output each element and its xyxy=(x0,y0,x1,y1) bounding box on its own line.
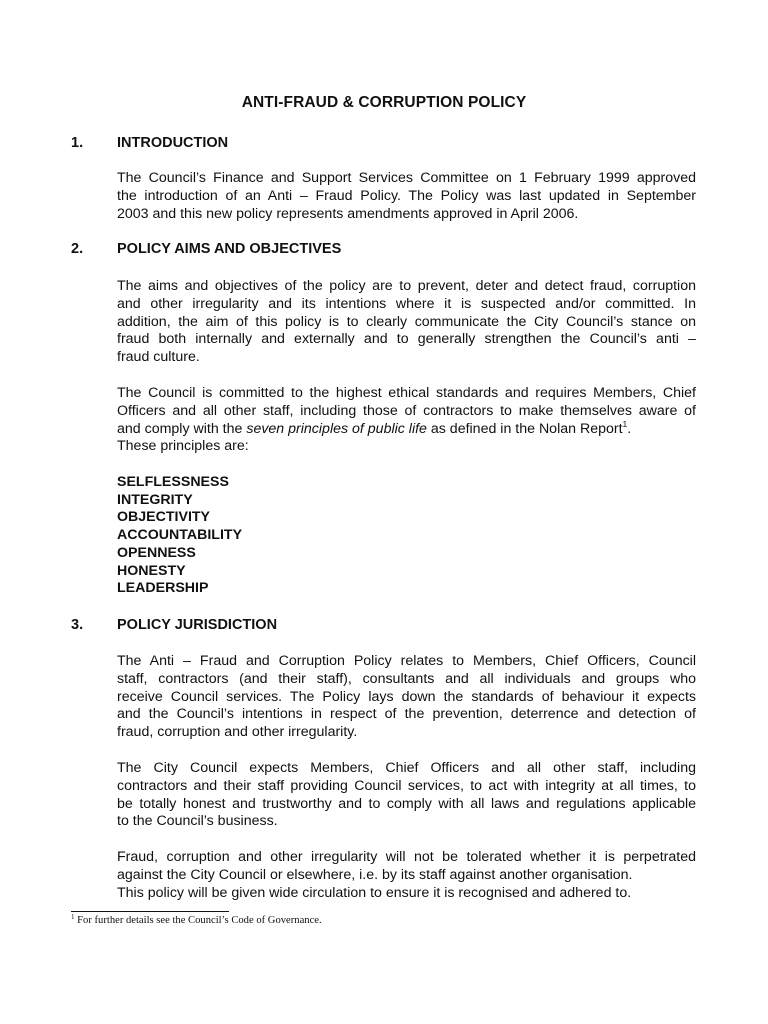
paragraph-line: fraud both internally and externally and to generally strengthen the Council’s anti – xyxy=(117,331,696,348)
paragraph-line: The Council is committed to the highest ethical standards and requires Members, Chief xyxy=(117,385,696,401)
paragraph-line: fraud, corruption and other irregularity. xyxy=(117,724,358,741)
paragraph-line: and the Council’s intentions in respect of the prevention, deterrence and detection of xyxy=(117,706,696,723)
line-text: and comply with the xyxy=(117,420,247,437)
section-number: 3. xyxy=(71,617,84,633)
section-number: 1. xyxy=(71,135,84,151)
paragraph-line: The Anti – Fraud and Corruption Policy relates to Members, Chief Officers, Council xyxy=(117,653,696,669)
paragraph-line: These principles are: xyxy=(117,438,249,455)
paragraph-line: fraud culture. xyxy=(117,349,200,366)
seven-principles-emphasis: seven principles of public life xyxy=(246,420,427,437)
principle-item: LEADERSHIP xyxy=(117,580,209,597)
principle-item: OPENNESS xyxy=(117,544,196,561)
paragraph-line: and other irregularity and its intentions where it is suspected and/or committed. In xyxy=(117,295,696,312)
paragraph-line: Fraud, corruption and other irregularity will not be tolerated whether it is perpetrated xyxy=(117,849,696,865)
footnote-marker: 1 xyxy=(71,913,75,921)
section-number: 2. xyxy=(71,241,84,257)
footnote-divider xyxy=(71,911,229,912)
principle-item: SELFLESSNESS xyxy=(117,474,229,490)
tolerance-paragraph xyxy=(117,849,696,902)
section-heading-introduction xyxy=(71,135,228,151)
section-title: POLICY JURISDICTION xyxy=(117,617,278,633)
footnote-text: For further details see the Council’s Code of Governance. xyxy=(77,915,322,926)
line-text: . xyxy=(627,420,632,437)
paragraph-line: the introduction of an Anti – Fraud Policy. The Policy was last updated in September xyxy=(117,187,696,204)
paragraph-line: The Council’s Finance and Support Services Committee on 1 February 1999 approved xyxy=(117,170,696,186)
aims-paragraph xyxy=(117,278,696,367)
paragraph-line: The aims and objectives of the policy are to prevent, deter and detect fraud, corruption xyxy=(117,278,696,294)
paragraph-line: Officers and all other staff, including those of contractors to make themselves aware of xyxy=(117,402,696,419)
paragraph-line: staff, contractors (and their staff), consultants and all individuals and groups who xyxy=(117,670,696,687)
paragraph-line: 2003 and this new policy represents amendments approved in April 2006. xyxy=(117,205,579,222)
section-title: INTRODUCTION xyxy=(117,135,229,151)
line-text: as defined in the Nolan Report xyxy=(426,420,623,437)
paragraph-line: This policy will be given wide circulation to ensure it is recognised and adhered to. xyxy=(117,884,632,901)
paragraph-line: against the City Council or elsewhere, i.e. by its staff against another organisation. xyxy=(117,866,633,883)
principle-item: INTEGRITY xyxy=(117,491,193,508)
paragraph-line: to the Council’s business. xyxy=(117,813,278,830)
principle-item: HONESTY xyxy=(117,562,186,579)
paragraph-line: be totally honest and trustworthy and to comply with all laws and regulations applicable xyxy=(117,795,696,812)
principle-item: ACCOUNTABILITY xyxy=(117,527,243,544)
paragraph-line xyxy=(117,418,696,439)
section-heading-jurisdiction xyxy=(71,617,277,633)
introduction-paragraph xyxy=(117,170,696,223)
paragraph-line: addition, the aim of this policy is to clearly communicate the City Council’s stance on xyxy=(117,313,696,330)
ethics-paragraph xyxy=(117,385,696,456)
jurisdiction-paragraph xyxy=(117,653,696,742)
document-title: ANTI-FRAUD & CORRUPTION POLICY xyxy=(241,94,527,111)
section-heading-aims-objectives xyxy=(71,241,341,257)
expectations-paragraph xyxy=(117,760,696,831)
paragraph-line: contractors and their staff providing Council services, to act with integrity at all times, to xyxy=(117,777,696,794)
footnote xyxy=(71,915,322,926)
section-title: POLICY AIMS AND OBJECTIVES xyxy=(117,241,342,257)
principles-list xyxy=(117,474,242,598)
paragraph-line: receive Council services. The Policy lays down the standards of behaviour it expects xyxy=(117,688,696,705)
principle-item: OBJECTIVITY xyxy=(117,509,211,526)
paragraph-line: The City Council expects Members, Chief Officers and all other staff, including xyxy=(117,760,696,776)
footnote-reference[interactable]: 1 xyxy=(622,418,628,429)
